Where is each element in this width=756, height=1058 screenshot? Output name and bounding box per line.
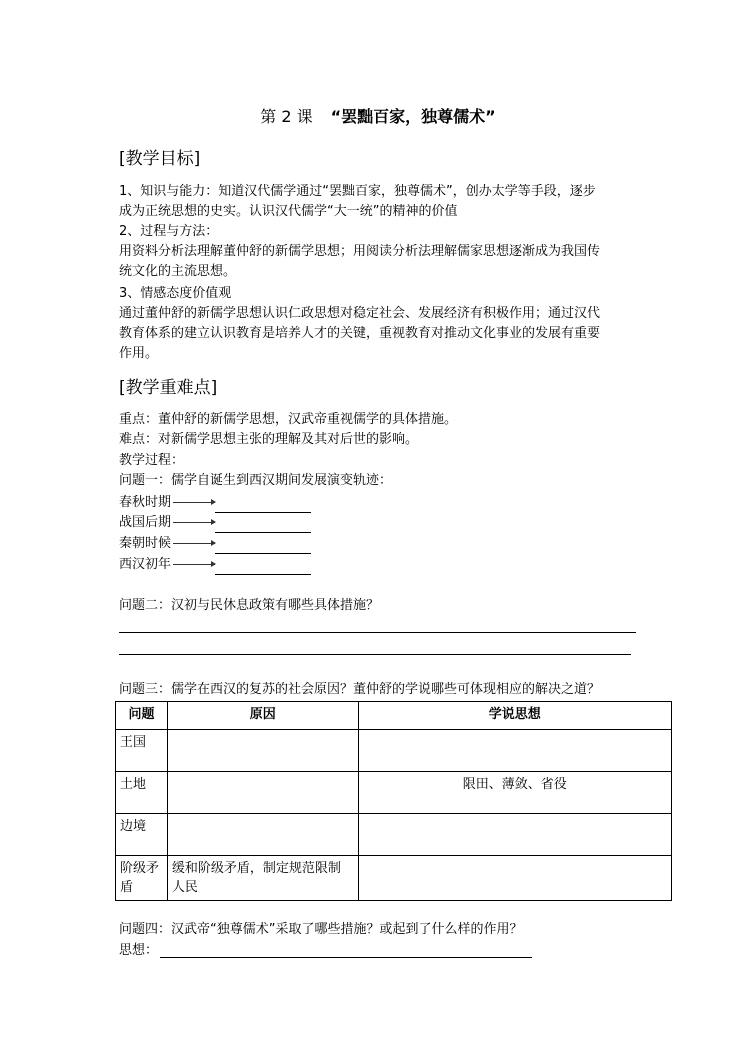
- theory-cell[interactable]: [358, 856, 671, 901]
- table-row: [116, 730, 672, 772]
- keypoints-line: 难点：对新儒学思想主张的理解及其对后世的影响。: [119, 432, 419, 447]
- table-row: [116, 814, 672, 856]
- table-header: 学说思想: [358, 702, 671, 730]
- question-three: 问题三：儒学在西汉的复苏的社会原因？董仲舒的学说哪些可体现相应的解决之道？: [119, 682, 601, 697]
- question-one: 问题一：儒学自诞生到西汉期间发展演变轨迹：: [119, 473, 393, 488]
- answer-line[interactable]: [119, 632, 636, 633]
- lesson-number: 第 2 课: [260, 107, 313, 126]
- track-label: 春秋时期: [119, 495, 172, 510]
- question-two: 问题二：汉初与民休息政策有哪些具体措施？: [119, 598, 380, 613]
- objectives-line: 统文化的主流思想。: [119, 264, 237, 279]
- answer-line[interactable]: [160, 957, 532, 958]
- arrow-icon: [173, 543, 215, 544]
- track-row: [119, 534, 311, 554]
- lesson-quote: “罢黜百家，独尊儒术”: [330, 107, 496, 126]
- cause-cell[interactable]: [167, 772, 358, 814]
- problem-cell: 土地: [116, 772, 168, 814]
- problem-cell: 王国: [116, 730, 168, 772]
- cause-cell[interactable]: 缓和阶级矛盾，制定规范限制人民: [167, 856, 358, 901]
- fill-blank[interactable]: [215, 498, 311, 513]
- track-row: [119, 555, 311, 575]
- track-label: 战国后期: [119, 515, 172, 530]
- table-header-row: [116, 702, 672, 730]
- objectives-line: 1、知识与能力：知道汉代儒学通过“罢黜百家，独尊儒术”，创办太学等手段，逐步: [119, 184, 596, 199]
- theory-cell[interactable]: 限田、薄敛、省役: [358, 772, 671, 814]
- fill-blank[interactable]: [215, 518, 311, 533]
- objectives-line: 教育体系的建立认识教育是培养人才的关键，重视教育对推动文化事业的发展有重要: [119, 326, 601, 341]
- keypoints-line: 教学过程：: [119, 453, 185, 468]
- table-row: [116, 772, 672, 814]
- arrow-icon: [173, 502, 215, 503]
- track-label: 秦朝时候: [119, 536, 172, 551]
- table-header: 问题: [116, 702, 168, 730]
- track-row: [119, 513, 311, 533]
- track-row: [119, 493, 311, 513]
- fill-blank[interactable]: [215, 560, 311, 575]
- answer-line[interactable]: [119, 654, 631, 655]
- theory-cell[interactable]: [358, 814, 671, 856]
- fill-blank[interactable]: [215, 539, 311, 554]
- objectives-line: 作用。: [119, 346, 159, 361]
- objectives-line: 3、情感态度价值观: [119, 286, 232, 301]
- question-three-table: [115, 701, 672, 901]
- arrow-icon: [173, 522, 215, 523]
- objectives-line: 2、过程与方法：: [119, 224, 219, 239]
- problem-cell: 边境: [116, 814, 168, 856]
- question-four: 问题四：汉武帝“独尊儒术”采取了哪些措施？或起到了什么样的作用？: [119, 922, 523, 937]
- cause-cell[interactable]: [167, 730, 358, 772]
- objectives-line: 用资料分析法理解董仲舒的新儒学思想；用阅读分析法理解儒家思想逐渐成为我国传: [119, 244, 601, 259]
- keypoints-heading: [教学重难点]: [119, 378, 218, 398]
- objectives-line: 成为正统思想的史实。认识汉代儒学“大一统”的精神的价值: [119, 204, 458, 219]
- theory-cell[interactable]: [358, 730, 671, 772]
- objectives-heading: [教学目标]: [119, 149, 201, 169]
- objectives-line: 通过董仲舒的新儒学思想认识仁政思想对稳定社会、发展经济有积极作用；通过汉代: [119, 306, 601, 321]
- arrow-icon: [173, 564, 215, 565]
- table-row: [116, 856, 672, 901]
- cause-cell[interactable]: [167, 814, 358, 856]
- thought-label: 思想：: [119, 943, 159, 958]
- problem-cell: 阶级矛盾: [116, 856, 168, 901]
- keypoints-line: 重点：董仲舒的新儒学思想，汉武帝重视儒学的具体措施。: [119, 412, 458, 427]
- track-label: 西汉初年: [119, 557, 172, 572]
- lesson-title: [0, 106, 756, 128]
- table-header: 原因: [167, 702, 358, 730]
